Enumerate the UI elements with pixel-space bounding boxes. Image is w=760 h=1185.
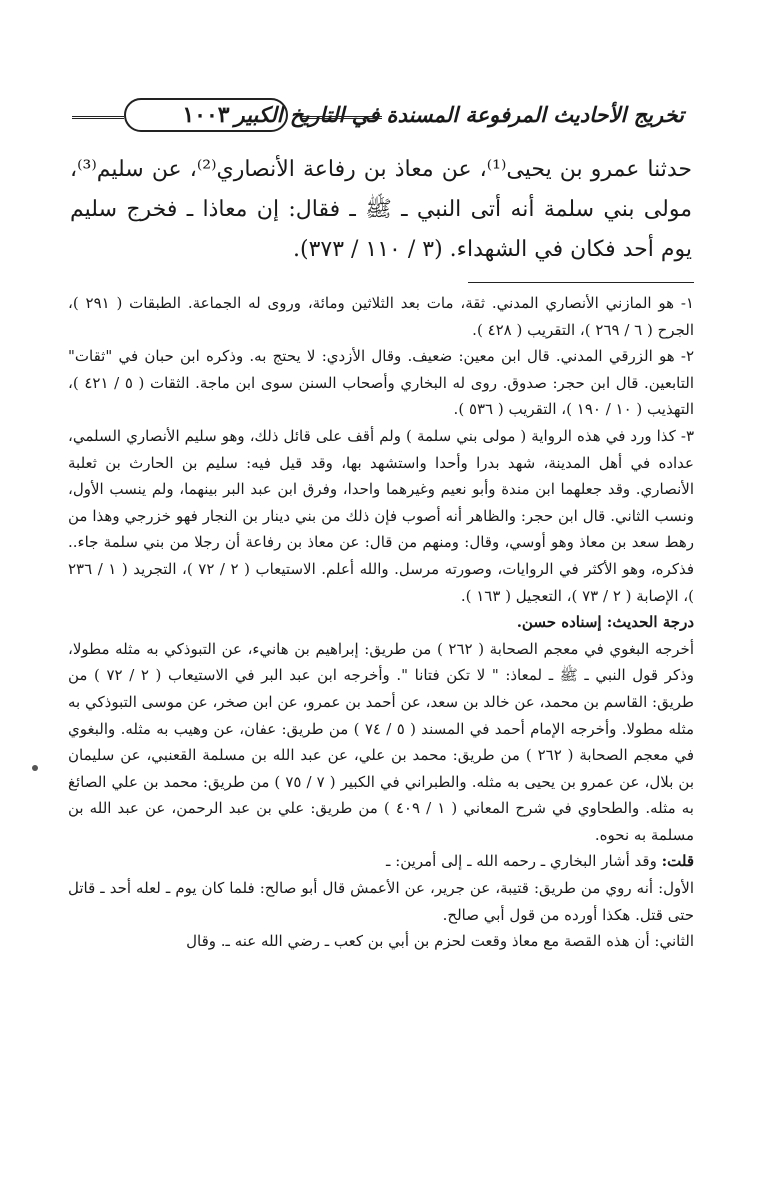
hadith-text xyxy=(70,150,692,270)
page-number-badge xyxy=(124,98,288,132)
qult-paragraph xyxy=(68,848,694,875)
header-rule-long xyxy=(302,116,382,121)
header-title: تخريج الأحاديث المرفوعة المسندة في التاريخ الكبير xyxy=(234,102,684,127)
second-point: الثاني: أن هذه القصة مع معاذ وقعت لحزم بن أبي بن كعب ـ رضي الله عنه ـ. وقال xyxy=(186,932,694,951)
footnotes xyxy=(68,290,694,955)
footnote-2: ٢- هو الزرقي المدني. قال ابن معين: ضعيف. وقال الأزدي: لا يحتج به. وذكره ابن حبان في "ثقات" التابعين. قال ابن حجر: صدوق. روى له البخاري وأصحاب السنن سوى ابن ماجة. الثقات ( ٥ / ٤٢١ )، التهذيب ( ١٠ / ١٩٠ )، التقريب ( ٥٣٦ ). xyxy=(68,347,694,419)
hadith-grade: درجة الحديث: إسناده حسن. xyxy=(516,613,694,632)
qult-label: قلت: xyxy=(661,852,694,871)
footnote-separator xyxy=(468,282,694,283)
takhrij-paragraph: أخرجه البغوي في معجم الصحابة ( ٢٦٢ ) من طريق: إبراهيم بن هانيء، عن التبوذكي به مثله مطولا، وذكر قول النبي ـ ﷺ ـ لمعاذ: " لا تكن فتانا ". وأخرجه ابن عبد البر في الاستيعاب ( ٢ / ٧٢ ) من طريق: القاسم بن محمد، عن خالد بن سعد، عن أحمد بن عمرو، عن ابن صخر، عن موسى التبوذكي به مثله مطولا. وأخرجه الإمام أحمد في المسند ( ٥ / ٧٤ ) من طريق: عفان، عن وهيب به مثله. والبغوي في معجم الصحابة ( ٢٦٢ ) من طريق: محمد بن علي، عن عبد الله بن مسلمة القعنبي، عن سليمان بن بلال، عن عمرو بن يحيى به مثله. والطبراني في الكبير ( ٧ / ٧٥ ) من طريق: محمد بن علي الصائغ به مثله. والطحاوي في شرح المعاني ( ١ / ٤٠٩ ) من طريق: علي بن عبد الرحمن، عن عبد الله بن مسلمة به نحوه. xyxy=(68,639,695,844)
hadith-paragraph: حدثنا عمرو بن يحيى⁽¹⁾، عن معاذ بن رفاعة الأنصاري⁽²⁾، عن سليم⁽³⁾، مولى بني سلمة أنه أتى النبي ـ ﷺ ـ فقال: إن معاذا ـ فخرج سليم يوم أحد فكان في الشهداء. (٣ / ١١٠ / ٣٧٣). xyxy=(70,157,693,262)
footnote-1: ١- هو المازني الأنصاري المدني. ثقة، مات بعد الثلاثين ومائة، وروى له الجماعة. الطبقات ( ٢٩١ )، الجرح ( ٦ / ٢٦٩ )، التقريب ( ٤٢٨ ). xyxy=(68,294,694,339)
running-header xyxy=(72,96,684,142)
footnote-3: ٣- كذا ورد في هذه الرواية ( مولى بني سلمة ) ولم أقف على قائل ذلك، وهو سليم الأنصاري السلمي، عداده في أهل المدينة، شهد بدرا وأحدا واستشهد بها، وقد قيل فيه: سليم بن الحارث بن ثعلبة الأنصاري. وقد جعلهما ابن مندة وأبو نعيم وغيرهما واحدا، وفرق ابن عبد البر بينهما، ولم ينسب الأول، ونسب الثاني. قال ابن حجر: والظاهر أنه أصوب فإن ذلك من بني دينار بن النجار فهو خزرجي وهذا من رهط سعد بن معاذ وهو أوسي، وقال: ومنهم من قال: عن معاذ بن رفاعة أن رجلا من بني سلمة جاء.. فذكره، وهو الأكثر في الروايات، وصورته مرسل. والله أعلم. الاستيعاب ( ٢ / ٧٢ )، التجريد ( ١ / ٢٣٦ )، الإصابة ( ٢ / ٧٣ )، التعجيل ( ١٦٣ ). xyxy=(68,426,695,605)
margin-dot xyxy=(32,765,38,771)
first-point: الأول: أنه روي من طريق: قتيبة، عن جرير، عن الأعمش قال أبو صالح: فلما كان يوم ـ لعله أحد ـ قاتل حتى قتل. هكذا أورده من قول أبي صالح. xyxy=(68,879,694,924)
qult-text: وقد أشار البخاري ـ رحمه الله ـ إلى أمرين: ـ xyxy=(386,852,657,871)
header-rule-short xyxy=(72,116,124,121)
page-number: ١٠٠٣ xyxy=(182,102,230,128)
